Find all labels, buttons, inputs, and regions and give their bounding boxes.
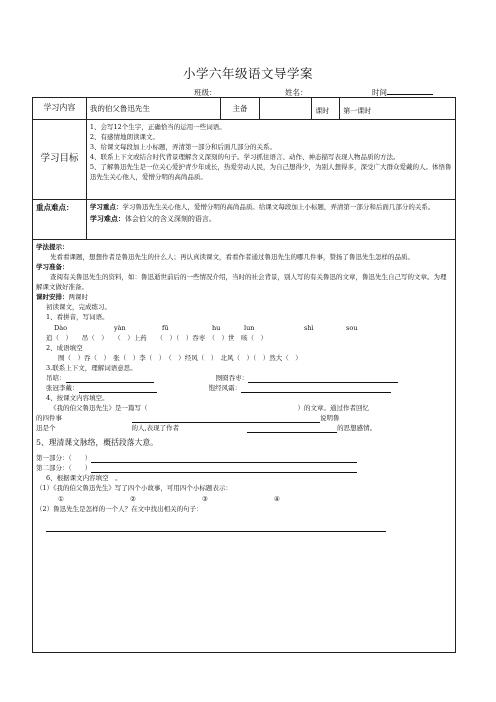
schedule-label: 课时安排： (36, 293, 69, 302)
key-text: 学习鲁迅先生关心他人，爱憎分明的高尚品质。给课文每段加上小标题，弄清第一部分和后面几部分的关系。 (122, 203, 435, 211)
pinyin: sou (346, 323, 358, 332)
goal-item: 1、会写12个生字，正确恰当的运用一些词语。 (89, 123, 226, 131)
pinyin-words: 追（ ） 吊（ ） （ ）上药 （ ）（ ）吞枣 （ ）世 咳（ ） (46, 333, 267, 342)
word-label: 饱经风霜： (208, 383, 242, 392)
time-label: 时间 (372, 87, 433, 98)
fill-text: 的人,表现了作者 (131, 424, 180, 433)
key-label: 重点难点： (33, 200, 87, 240)
key-points (86, 200, 455, 240)
question-6b: （2）鲁迅先生是怎样的一个人？在文中找出相关的句子： (36, 504, 203, 513)
fill-text: 的思想感情。 (337, 424, 377, 433)
question-4: 4、按课文内容填空。 (46, 393, 109, 402)
fill-line-3 (36, 423, 452, 433)
circle-row (36, 494, 452, 504)
pinyin: lun (244, 323, 255, 332)
word-label: 吊唁： (46, 373, 66, 382)
pinyin: fū (162, 323, 169, 332)
pinyin-row (36, 323, 452, 333)
schedule-text: 两课时 (68, 293, 88, 302)
idioms-row: 囫（ ）吞（ ） 张（ ）李（ ） （ ）经风（ ） 北风（ ）（ ）然大（ ） (58, 353, 302, 362)
pinyin: hu (212, 323, 221, 332)
prep-label: 主备 (220, 98, 260, 120)
question-3: 3.联系上下文，理解词语意思。 (46, 363, 137, 372)
question-1: 1、看拼音，写词语。 (46, 313, 109, 322)
question-6: 6、根据课文内容填空 。 (46, 474, 122, 483)
goals-list (86, 120, 455, 200)
first-read: 初读课文，完成练习。 (46, 303, 111, 312)
question-5: 5、理清课文脉络，概括段落大意。 (36, 438, 158, 448)
fill-text: 迅是个 (36, 424, 56, 433)
circle-number: ① (58, 494, 64, 503)
part-1 (36, 453, 452, 463)
pinyin: yàn (114, 323, 126, 332)
fill-line-1 (36, 403, 452, 413)
study-content-value: 我的伯父鲁迅先生 (86, 98, 220, 120)
prep-section-label: 学习准备： (36, 263, 69, 272)
answer-line (36, 522, 452, 532)
word-label: 囫囵吞枣： (215, 373, 249, 382)
circle-number: ③ (202, 494, 208, 503)
fill-line-2 (36, 413, 452, 423)
study-content-label: 学习内容 (33, 98, 87, 120)
class-label: 班级： (194, 88, 217, 97)
study-plan-table (32, 97, 456, 653)
period-value: 第一课时 (340, 98, 456, 120)
words-row-2 (36, 383, 452, 393)
circle-number: ④ (274, 494, 280, 503)
word-label: 张冠李戴： (46, 383, 79, 392)
prep-text: 查阅有关鲁迅先生的资料，如：鲁迅逝世前后的一些情况介绍，当时的社会背景，别人写的有关鲁迅的文章，鲁迅先生自己写的文章。为理解课文做好准备。 (36, 273, 447, 292)
fill-text: 的四件事 (36, 414, 62, 423)
page-title: 小学六年级语文导学案 (182, 66, 313, 81)
diff-text: 体会伯父的含义深刻的语言。 (124, 215, 216, 224)
part-label: 第二部分：（ ） (36, 464, 92, 473)
name-label: 姓名： (285, 88, 308, 97)
part-label: 第一部分：（ ） (36, 454, 92, 463)
fill-text: 《我的伯父鲁迅先生》是一篇写（ (50, 404, 148, 412)
worksheet-body (33, 240, 456, 653)
tips-text: 先看看课题，想想作者是鲁迅先生的什么人；再认真读课文，看看作者通过鲁迅先生的哪几件事，赞扬了鲁迅先生怎样的品质。 (50, 253, 414, 262)
question-2: 2、成语填空 (46, 343, 83, 352)
goal-item: 5、了解鲁迅先生是一位关心爱护青少年成长，热爱劳动人民，为自己想得少，为别人想得多，深受广大群众爱戴的人。体悟鲁迅先生关心他人，爱憎分明的高尚品质。 (89, 163, 452, 182)
key-subtitle: 学习重点： (89, 203, 123, 211)
diff-subtitle: 学习难点： (89, 214, 125, 224)
goal-item: 2、有感情地朗读课文。 (89, 133, 160, 142)
tips-label: 学法提示： (36, 243, 69, 251)
question-6a: （1）《我的伯父鲁迅先生》写了四个小故事，可用四个小标题表示： (36, 484, 232, 493)
fill-text: 说明鲁 (320, 414, 340, 423)
circle-number: ② (130, 494, 136, 503)
goal-item: 3、给课文每段加上小标题，弄清第一部分和后面几部分的关系。 (89, 143, 277, 152)
period-label: 课时 (312, 98, 340, 120)
fill-text: ）的文章。通过作者回忆 (297, 404, 369, 412)
goals-label: 学习目标 (33, 120, 87, 200)
pinyin: Dào (54, 323, 67, 332)
pinyin: shì (304, 323, 314, 332)
words-row-1 (36, 373, 452, 383)
prep-value (260, 98, 312, 120)
goal-item: 4、联系上下文或结合时代背景理解含义深刻的句子。学习抓住语言、动作、神态描写表现人物品质的方法。 (89, 153, 400, 162)
part-2 (36, 463, 452, 473)
